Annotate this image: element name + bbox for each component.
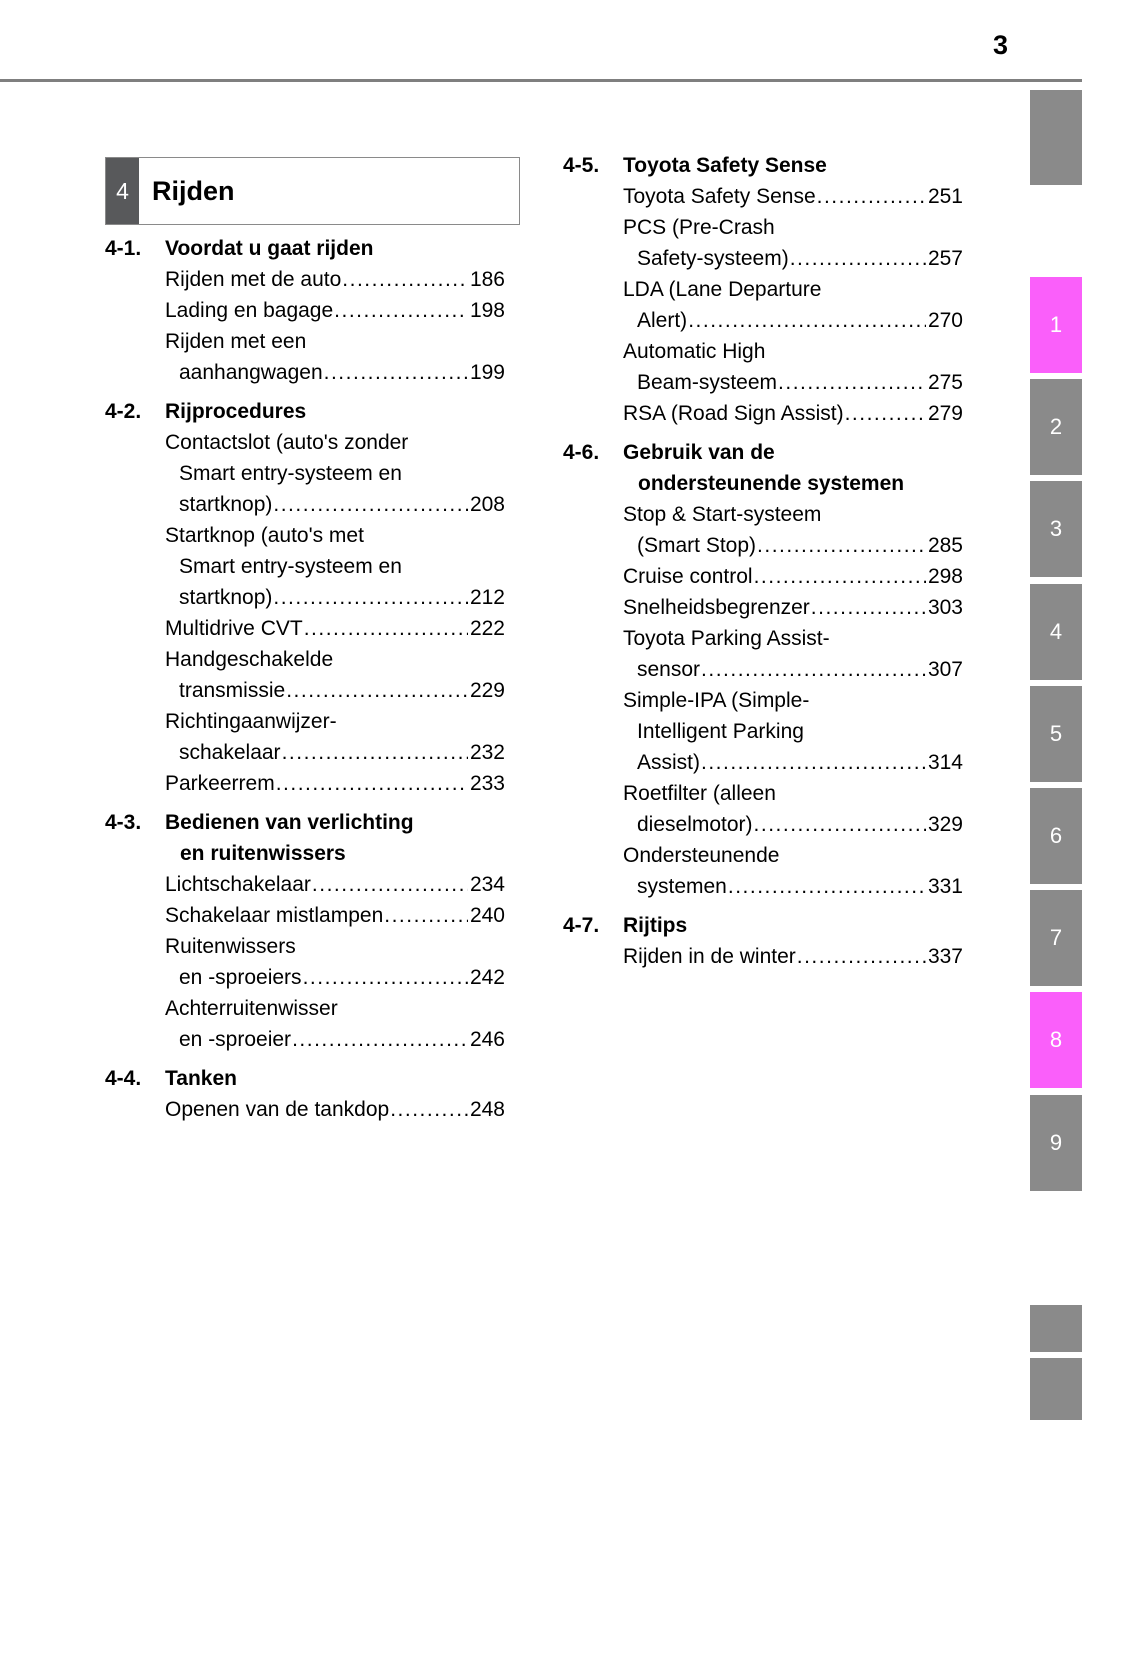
toc-page-ref: 208 — [469, 493, 505, 516]
toc-entry-lastline — [623, 305, 963, 336]
section-title-line: Voordat u gaat rijden — [165, 237, 374, 260]
dot-leader — [790, 243, 926, 274]
toc-page-ref: 337 — [927, 945, 963, 968]
section-heading — [105, 1063, 505, 1094]
toc-entry-lastline — [623, 243, 963, 274]
toc-entry-label: Alert) — [637, 309, 688, 332]
toc-entry-line: Handgeschakelde — [165, 648, 334, 671]
toc-entry-label: Lading en bagage — [165, 299, 334, 322]
dot-leader — [312, 869, 468, 900]
side-tab-bottom-spacer-2 — [1030, 1358, 1082, 1420]
toc-entry-label: Cruise control — [623, 565, 753, 588]
toc-entry — [105, 644, 505, 706]
toc-entry-line: Achterruitenwisser — [165, 997, 338, 1020]
toc-entry — [105, 295, 505, 326]
toc-entry-label: sensor — [637, 658, 701, 681]
toc-entry-label: Multidrive CVT — [165, 617, 303, 640]
toc-entry-lastline — [165, 357, 505, 388]
header-rule — [0, 79, 1082, 82]
toc-entry — [105, 993, 505, 1055]
side-tab-5 — [1030, 686, 1082, 782]
toc-entry-line: Smart entry-systeem en — [179, 555, 402, 578]
toc-entry-line: Stop & Start-systeem — [623, 503, 822, 526]
dot-leader — [292, 1024, 468, 1055]
toc-entry — [563, 398, 963, 429]
dot-leader — [754, 561, 926, 592]
toc-entry-line: Simple-IPA (Simple- — [623, 689, 810, 712]
dot-leader — [286, 675, 468, 706]
side-tab-2 — [1030, 379, 1082, 475]
dot-leader — [342, 264, 468, 295]
section-title-line: en ruitenwissers — [180, 842, 346, 865]
toc-page-ref: 199 — [469, 361, 505, 384]
toc-page-ref: 251 — [927, 185, 963, 208]
side-tab-label: 7 — [1049, 925, 1063, 950]
toc-section — [105, 233, 505, 388]
chapter-number-box: 4 — [106, 158, 139, 224]
toc-column-right — [563, 142, 963, 972]
section-number: 4-6. — [563, 441, 600, 464]
section-heading — [105, 807, 505, 869]
chapter-header — [105, 157, 520, 225]
toc-entry — [105, 869, 505, 900]
side-tab-7 — [1030, 890, 1082, 986]
section-number: 4-7. — [563, 914, 600, 937]
toc-entry — [105, 613, 505, 644]
toc-entry — [563, 561, 963, 592]
section-heading — [563, 150, 963, 181]
toc-sections-right — [563, 150, 963, 972]
toc-entry-line: Roetfilter (alleen — [623, 782, 776, 805]
dot-leader — [754, 809, 926, 840]
section-heading — [105, 233, 505, 264]
toc-entry-line: Contactslot (auto's zonder — [165, 431, 409, 454]
section-title-line: Gebruik van de — [623, 441, 775, 464]
section-number: 4-5. — [563, 154, 600, 177]
toc-page-ref: 232 — [469, 741, 505, 764]
section-heading — [105, 396, 505, 427]
toc-section — [563, 437, 963, 902]
toc-entry-lastline — [623, 530, 963, 561]
chapter-title: Rijden — [152, 175, 235, 206]
toc-entry — [105, 427, 505, 520]
toc-entry-line: Intelligent Parking — [637, 720, 804, 743]
toc-page-ref: 270 — [927, 309, 963, 332]
section-title-line: ondersteunende systemen — [638, 472, 905, 495]
toc-entry-lastline — [165, 675, 505, 706]
dot-leader — [797, 941, 926, 972]
toc-entry-label: en -sproeiers — [179, 966, 302, 989]
section-title-line: Bedienen van verlichting — [165, 811, 414, 834]
toc-entry-label: Parkeerrem — [165, 772, 275, 795]
toc-entry — [563, 623, 963, 685]
toc-entry-lastline — [165, 1024, 505, 1055]
dot-leader — [334, 295, 468, 326]
toc-entry-line: LDA (Lane Departure — [623, 278, 822, 301]
toc-entry-line: Automatic High — [623, 340, 766, 363]
toc-section — [105, 1063, 505, 1125]
dot-leader — [273, 582, 468, 613]
side-tab-8 — [1030, 992, 1082, 1088]
toc-page-ref: 234 — [469, 873, 505, 896]
toc-entry-label: en -sproeier — [179, 1028, 292, 1051]
toc-entry-lastline — [165, 489, 505, 520]
toc-entry-line: Ruitenwissers — [165, 935, 296, 958]
section-heading — [563, 437, 963, 499]
dot-leader — [701, 747, 926, 778]
dot-leader — [303, 962, 468, 993]
toc-entry — [563, 499, 963, 561]
side-tab-label: 6 — [1049, 823, 1063, 848]
section-heading — [563, 910, 963, 941]
side-tab-label: 2 — [1049, 414, 1063, 439]
side-tab-bottom-spacer-1 — [1030, 1305, 1082, 1352]
toc-entry — [105, 326, 505, 388]
dot-leader — [324, 357, 468, 388]
side-tab-label: 8 — [1049, 1027, 1063, 1052]
dot-leader — [384, 900, 468, 931]
toc-entry-lastline — [165, 264, 505, 295]
page-number: 3 — [993, 30, 1009, 60]
toc-entry-line: Startknop (auto's met — [165, 524, 364, 547]
toc-entry-lastline — [623, 654, 963, 685]
toc-entry-label: dieselmotor) — [637, 813, 753, 836]
toc-page-ref: 307 — [927, 658, 963, 681]
dot-leader — [817, 181, 926, 212]
toc-entry-lastline — [165, 1094, 505, 1125]
toc-entry-line: Rijden met een — [165, 330, 307, 353]
toc-entry-lastline — [165, 962, 505, 993]
toc-entry — [105, 520, 505, 613]
dot-leader — [304, 613, 468, 644]
toc-page-ref: 248 — [469, 1098, 505, 1121]
dot-leader — [390, 1094, 468, 1125]
toc-page-ref: 279 — [927, 402, 963, 425]
toc-section — [105, 396, 505, 799]
toc-page-ref: 240 — [469, 904, 505, 927]
toc-entry-label: RSA (Road Sign Assist) — [623, 402, 844, 425]
side-tab-label: 1 — [1049, 312, 1063, 337]
toc-entry-label: Rijden in de winter — [623, 945, 796, 968]
toc-entry-label: Toyota Safety Sense — [623, 185, 816, 208]
toc-page-ref: 275 — [927, 371, 963, 394]
toc-entry-lastline — [623, 367, 963, 398]
toc-entry — [105, 931, 505, 993]
toc-page-ref: 242 — [469, 966, 505, 989]
toc-page-ref: 229 — [469, 679, 505, 702]
side-tab-3 — [1030, 481, 1082, 577]
toc-entry-line: Richtingaanwijzer- — [165, 710, 337, 733]
dot-leader — [845, 398, 926, 429]
toc-page-ref: 198 — [469, 299, 505, 322]
toc-page-ref: 314 — [927, 751, 963, 774]
toc-entry-line: Smart entry-systeem en — [179, 462, 402, 485]
toc-entry-label: aanhangwagen — [179, 361, 323, 384]
toc-entry-lastline — [165, 295, 505, 326]
toc-entry-lastline — [165, 582, 505, 613]
toc-entry-label: Beam-systeem — [637, 371, 778, 394]
toc-section — [563, 910, 963, 972]
toc-entry-label: systemen — [637, 875, 727, 898]
toc-entry-lastline — [623, 181, 963, 212]
toc-entry — [105, 1094, 505, 1125]
toc-entry — [563, 778, 963, 840]
toc-entry-lastline — [165, 613, 505, 644]
side-tab-9 — [1030, 1095, 1082, 1191]
toc-entry — [105, 900, 505, 931]
toc-entry-label: Lichtschakelaar — [165, 873, 311, 896]
toc-entry-lastline — [623, 561, 963, 592]
toc-page-ref: 329 — [927, 813, 963, 836]
toc-entry-label: schakelaar — [179, 741, 281, 764]
toc-entry-lastline — [165, 737, 505, 768]
toc-column-left — [105, 157, 505, 1125]
side-tab-label: 3 — [1049, 516, 1063, 541]
toc-entry-label: transmissie — [179, 679, 286, 702]
toc-entry — [563, 212, 963, 274]
toc-entry-lastline — [623, 941, 963, 972]
toc-entry-label: Snelheidsbegrenzer — [623, 596, 810, 619]
toc-entry — [563, 181, 963, 212]
dot-leader — [273, 489, 468, 520]
dot-leader — [282, 737, 468, 768]
section-title-line: Rijtips — [623, 914, 688, 937]
section-number: 4-4. — [105, 1067, 142, 1090]
section-title-line: Tanken — [165, 1067, 237, 1090]
side-tab-label: 4 — [1049, 619, 1063, 644]
toc-page-ref: 285 — [927, 534, 963, 557]
toc-entry-lastline — [165, 900, 505, 931]
section-number: 4-2. — [105, 400, 142, 423]
dot-leader — [811, 592, 926, 623]
toc-entry-label: (Smart Stop) — [637, 534, 757, 557]
toc-page-ref: 331 — [927, 875, 963, 898]
toc-entry-label: Rijden met de auto — [165, 268, 342, 291]
toc-entry — [563, 840, 963, 902]
toc-entry-label: Schakelaar mistlampen — [165, 904, 384, 927]
toc-entry-label: startknop) — [179, 586, 273, 609]
toc-page-ref: 222 — [469, 617, 505, 640]
toc-entry — [105, 768, 505, 799]
toc-entry-lastline — [623, 592, 963, 623]
toc-page-ref: 212 — [469, 586, 505, 609]
toc-entry-label: Openen van de tankdop — [165, 1098, 390, 1121]
dot-leader — [778, 367, 926, 398]
side-tab-top-spacer — [1030, 90, 1082, 185]
toc-entry-lastline — [623, 871, 963, 902]
dot-leader — [701, 654, 926, 685]
side-tab-label: 5 — [1049, 721, 1063, 746]
section-title-line: Rijprocedures — [165, 400, 307, 423]
toc-entry — [563, 592, 963, 623]
toc-entry-lastline — [165, 768, 505, 799]
toc-page-ref: 246 — [469, 1028, 505, 1051]
toc-entry-label: startknop) — [179, 493, 273, 516]
toc-entry-lastline — [623, 747, 963, 778]
toc-page-ref: 298 — [927, 565, 963, 588]
toc-entry — [105, 264, 505, 295]
section-title-line: Toyota Safety Sense — [623, 154, 827, 177]
toc-sections-left — [105, 233, 505, 1125]
toc-entry-line: Ondersteunende — [623, 844, 780, 867]
toc-section — [563, 150, 963, 429]
dot-leader — [757, 530, 926, 561]
dot-leader — [728, 871, 926, 902]
toc-entry-line: PCS (Pre-Crash — [623, 216, 775, 239]
section-number: 4-3. — [105, 811, 142, 834]
toc-entry — [563, 685, 963, 778]
toc-page-ref: 186 — [469, 268, 505, 291]
toc-entry — [563, 336, 963, 398]
dot-leader — [688, 305, 926, 336]
toc-entry — [563, 274, 963, 336]
toc-entry-line: Toyota Parking Assist- — [623, 627, 830, 650]
toc-section — [105, 807, 505, 1055]
toc-page-ref: 233 — [469, 772, 505, 795]
toc-page-ref: 303 — [927, 596, 963, 619]
toc-entry-lastline — [165, 869, 505, 900]
toc-entry-label: Assist) — [637, 751, 700, 774]
toc-entry-lastline — [623, 398, 963, 429]
toc-page-ref: 257 — [927, 247, 963, 270]
side-tab-4 — [1030, 584, 1082, 680]
toc-entry — [563, 941, 963, 972]
side-tab-1 — [1030, 277, 1082, 373]
section-number: 4-1. — [105, 237, 142, 260]
dot-leader — [276, 768, 468, 799]
side-tab-6 — [1030, 788, 1082, 884]
toc-entry-label: Safety-systeem) — [637, 247, 789, 270]
toc-entry-lastline — [623, 809, 963, 840]
toc-entry — [105, 706, 505, 768]
side-tab-label: 9 — [1049, 1130, 1063, 1155]
